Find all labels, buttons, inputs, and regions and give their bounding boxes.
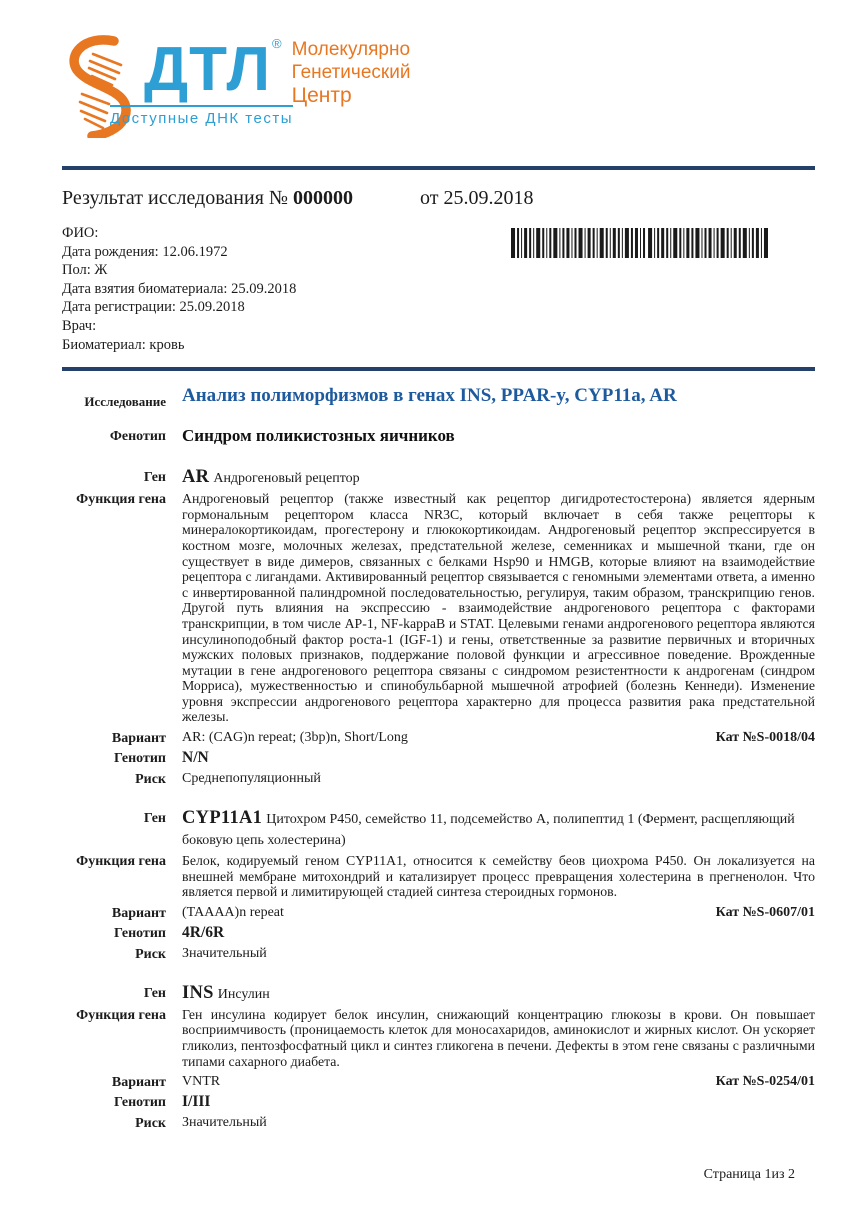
risk-value: Значительный <box>182 1115 267 1131</box>
catalog-number: Кат №S-0254/01 <box>715 1074 815 1090</box>
brand-name: ДТЛ <box>144 35 271 104</box>
phenotype-label: Фенотип <box>109 429 166 445</box>
patient-info <box>62 224 511 354</box>
variant-label: Вариант <box>111 731 166 747</box>
genotype-value: I/III <box>182 1093 211 1111</box>
org-line: Молекулярно <box>291 39 411 60</box>
risk-value: Значительный <box>182 945 267 961</box>
gene-name: Андрогеновый рецептор <box>213 471 360 487</box>
variant-label: Вариант <box>111 905 166 921</box>
patient-info-line: Дата регистрации: 25.09.2018 <box>62 299 245 316</box>
gene-function-label: Функция гена <box>76 854 166 870</box>
gene-name: Цитохром P450, семейство 11, подсемейство A, полипептид 1 (Фермент, расщепляющий боковую цепь холестерина) <box>182 812 795 849</box>
gene-label: Ген <box>143 985 166 1001</box>
gene-block-cyp11a1 <box>62 808 815 965</box>
report-date: от 25.09.2018 <box>420 187 534 209</box>
org-line: Генетический <box>291 62 411 83</box>
patient-info-line: Пол: Ж <box>62 262 108 279</box>
gene-block-ins <box>62 983 815 1134</box>
divider <box>62 166 815 170</box>
genotype-label: Генотип <box>114 1095 166 1111</box>
divider <box>62 367 815 371</box>
patient-info-line: Дата рождения: 12.06.1972 <box>62 243 228 260</box>
genotype-value: 4R/6R <box>182 923 225 941</box>
gene-symbol: CYP11A1 <box>182 808 263 829</box>
variant-value: (TAAAA)n repeat <box>182 904 284 920</box>
patient-info-line: Биоматериал: кровь <box>62 336 185 353</box>
genotype-label: Генотип <box>114 751 166 767</box>
variant-label: Вариант <box>111 1075 166 1091</box>
risk-value: Среднепопуляционный <box>182 771 321 787</box>
genotype-label: Генотип <box>114 925 166 941</box>
org-name <box>292 38 411 107</box>
variant-value: VNTR <box>182 1074 221 1090</box>
gene-label: Ген <box>143 470 166 486</box>
risk-label: Риск <box>135 1116 166 1132</box>
gene-label: Ген <box>143 811 166 827</box>
logo-text <box>110 34 411 127</box>
gene-block-ar <box>62 467 815 790</box>
gene-function-text: Андрогеновый рецептор (также известный как рецептор дигидротестостерона) является ядерным гормональным рецептором класса NR3C, который включает в себя также рецепторы к минералокортикоидам, прогестерону и глюкокортикоидам. Андрогеновый рецептор экспрессируется в костном мозге, молочных железах, предстательной железе, семенниках и мышечной ткани, где он существует в виде димеров, связанных с белками Hsp90 и HMGB, которые влияют на взаимодействие рецептора с лигандами. Активированный рецептор связывается с геномными элементами ответа, а именно с инвертированной палиндромной последовательностью, регулируя, таким образом, транскрипцию генов. Другой путь влияния на экспрессию - взаимодействие андрогенового рецептора с факторами транскрипции, в том числе AP-1, NF-kappaB и STAT. Целевыми генами андрогенового рецептора являются инсулиноподобный фактор роста-1 (IGF-1) и гены, ответственные за развитие первичных и вторичных мужских половых признаков, поддержание половой функции и агрессивное поведение. Врожденные мутации в гене андрогенового рецептора связаны с синдромом резистентности к андрогенам (синдром Морриса), мужественностью и спинобульбарной мышечной атрофией (болезнь Кеннеди). Изменение уровня экспрессии андрогенового рецептора характерно для процесса развития рака предстательной железы. <box>182 491 815 725</box>
results-section <box>62 383 815 1134</box>
catalog-number: Кат №S-0607/01 <box>715 904 815 920</box>
phenotype-value: Синдром поликистозных яичников <box>182 426 455 446</box>
barcode <box>511 228 769 258</box>
logo-tagline: Доступные ДНК тесты <box>110 105 293 127</box>
gene-name: Инсулин <box>217 986 270 1002</box>
study-label: Исследование <box>84 394 166 410</box>
patient-info-line: Дата взятия биоматериала: 25.09.2018 <box>62 280 297 297</box>
risk-label: Риск <box>135 772 166 788</box>
patient-info-line: ФИО: <box>62 225 99 241</box>
catalog-number: Кат №S-0018/04 <box>715 730 815 746</box>
gene-function-label: Функция гена <box>76 492 166 508</box>
gene-function-text: Белок, кодируемый геном CYP11A1, относится к семейству беов циохрома P450. Он локализуется на внешней мембране митохондрий и катализирует процесс превращения холестерина в прегненолон. Что является первой и лимитирующей стадией синтеза стероидных гормонов. <box>182 853 815 900</box>
gene-function-label: Функция гена <box>76 1007 166 1023</box>
page-number: Страница 1из 2 <box>703 1167 795 1182</box>
registered-mark-icon: ® <box>272 36 282 51</box>
report-number: 000000 <box>292 187 353 209</box>
gene-symbol: AR <box>182 467 210 488</box>
genotype-value: N/N <box>182 749 209 767</box>
study-value: Анализ полиморфизмов в генах INS, PPAR-y, CYP11a, AR <box>182 385 677 407</box>
logo <box>62 34 815 138</box>
org-line: Центр <box>291 84 352 107</box>
report-title <box>62 187 815 215</box>
variant-value: AR: (CAG)n repeat; (3bp)n, Short/Long <box>182 730 408 746</box>
gene-function-text: Ген инсулина кодирует белок инсулин, снижающий концентрацию глюкозы в крови. Он повышает восприимчивость (проницаемость клеток для моносахаридов, аминокислот и жирных кислот. Он ускоряет гликолиз, пентозфосфатный цикл и синтез гликогена в печени. Дефекты в этом гене связаны с различными типами сахарного диабета. <box>182 1006 815 1069</box>
report-title-prefix: Результат исследования № <box>62 187 293 209</box>
gene-symbol: INS <box>182 982 214 1003</box>
risk-label: Риск <box>135 946 166 962</box>
patient-info-line: Врач: <box>62 317 97 334</box>
